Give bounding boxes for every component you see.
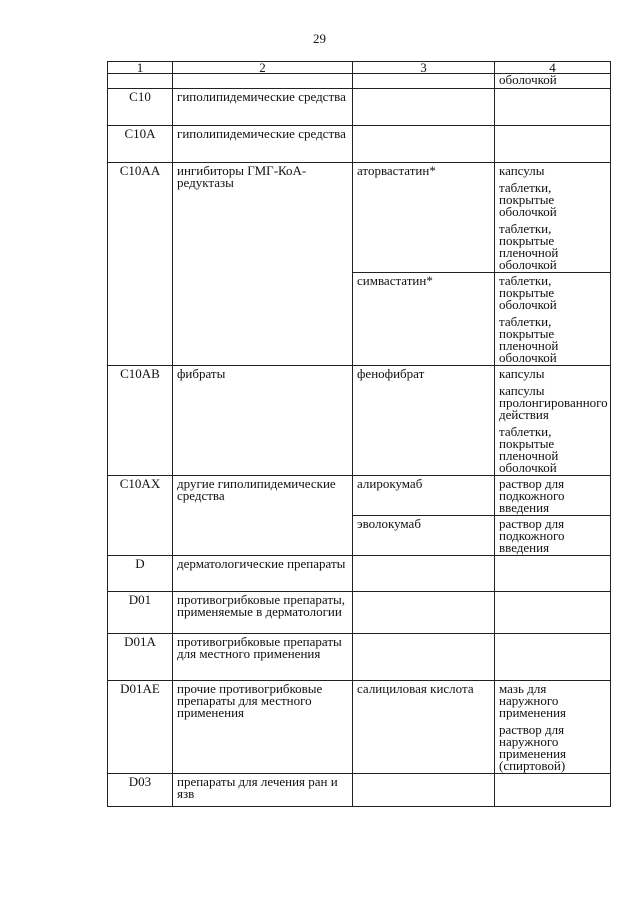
atc-code-cell: D01A bbox=[108, 634, 173, 681]
table-row bbox=[108, 126, 611, 163]
continuation-drug-cell bbox=[353, 74, 495, 89]
group-name-cell: гиполипидемические средства bbox=[173, 126, 353, 163]
table-row bbox=[108, 634, 611, 681]
group-name-cell: фибраты bbox=[173, 366, 353, 476]
table-row bbox=[108, 366, 611, 476]
drug-name-cell bbox=[353, 126, 495, 163]
table-row bbox=[108, 681, 611, 774]
table-row bbox=[108, 163, 611, 273]
drug-name-cell bbox=[353, 556, 495, 592]
atc-code-cell: D01 bbox=[108, 592, 173, 634]
group-name-cell: противогрибковые препараты для местного применения bbox=[173, 634, 353, 681]
continuation-code-cell bbox=[108, 74, 173, 89]
drug-name-cell: алирокумаб bbox=[353, 476, 495, 516]
drug-name-cell: фенофибрат bbox=[353, 366, 495, 476]
group-name-cell: дерматологические препараты bbox=[173, 556, 353, 592]
group-name-cell: другие гиполипидемические средства bbox=[173, 476, 353, 556]
group-name-cell: гиполипидемические средства bbox=[173, 89, 353, 126]
group-name-cell: прочие противогрибковые препараты для местного применения bbox=[173, 681, 353, 774]
dosage-form: капсулы bbox=[499, 163, 545, 178]
atc-code-cell: C10AA bbox=[108, 163, 173, 366]
dosage-forms-cell bbox=[495, 634, 611, 681]
atc-code-cell: C10AX bbox=[108, 476, 173, 556]
drug-name-cell: эволокумаб bbox=[353, 516, 495, 556]
dosage-forms-cell bbox=[495, 476, 611, 516]
group-name-cell: противогрибковые препараты, применяемые в дерматологии bbox=[173, 592, 353, 634]
dosage-form: капсулы bbox=[499, 366, 545, 381]
dosage-forms-cell bbox=[495, 163, 611, 273]
dosage-forms-cell bbox=[495, 273, 611, 366]
table-row bbox=[108, 476, 611, 516]
drug-name-cell: аторвастатин* bbox=[353, 163, 495, 273]
dosage-forms-cell bbox=[495, 89, 611, 126]
continuation-form-cell: оболочкой bbox=[495, 74, 611, 89]
dosage-forms-cell bbox=[495, 774, 611, 807]
dosage-form: раствор для наружного применения (спиртовой) bbox=[499, 722, 567, 773]
dosage-form: мазь для наружного применения bbox=[499, 681, 567, 720]
dosage-forms-cell bbox=[495, 681, 611, 774]
table-row bbox=[108, 592, 611, 634]
dosage-forms-cell bbox=[495, 556, 611, 592]
continuation-row bbox=[108, 74, 611, 89]
page-number: 29 bbox=[313, 31, 326, 46]
dosage-form: таблетки, покрытые оболочкой bbox=[499, 180, 557, 219]
group-name-cell: ингибиторы ГМГ-КоА-редуктазы bbox=[173, 163, 353, 366]
dosage-forms-cell bbox=[495, 592, 611, 634]
dosage-forms-cell bbox=[495, 366, 611, 476]
atc-code-cell: C10 bbox=[108, 89, 173, 126]
atc-code-cell: C10AB bbox=[108, 366, 173, 476]
column-number-3: 3 bbox=[353, 62, 495, 74]
atc-code-cell: C10A bbox=[108, 126, 173, 163]
dosage-form: таблетки, покрытые пленочной оболочкой bbox=[499, 314, 559, 365]
drug-classification-table bbox=[107, 61, 611, 807]
table-row bbox=[108, 556, 611, 592]
dosage-forms-cell bbox=[495, 516, 611, 556]
dosage-form: капсулы пролонгированного действия bbox=[499, 383, 608, 422]
column-number-4: 4 bbox=[495, 62, 611, 74]
atc-code-cell: D03 bbox=[108, 774, 173, 807]
continuation-name-cell bbox=[173, 74, 353, 89]
dosage-form: раствор для подкожного введения bbox=[499, 476, 565, 515]
table-row bbox=[108, 89, 611, 126]
drug-name-cell: симвастатин* bbox=[353, 273, 495, 366]
group-name-cell: препараты для лечения ран и язв bbox=[173, 774, 353, 807]
dosage-form: таблетки, покрытые пленочной оболочкой bbox=[499, 221, 559, 272]
dosage-forms-cell bbox=[495, 126, 611, 163]
drug-name-cell bbox=[353, 89, 495, 126]
dosage-form: таблетки, покрытые оболочкой bbox=[499, 273, 557, 312]
column-number-1: 1 bbox=[108, 62, 173, 74]
table-row bbox=[108, 774, 611, 807]
drug-name-cell bbox=[353, 634, 495, 681]
drug-name-cell: салициловая кислота bbox=[353, 681, 495, 774]
column-number-2: 2 bbox=[173, 62, 353, 74]
atc-code-cell: D bbox=[108, 556, 173, 592]
drug-name-cell bbox=[353, 592, 495, 634]
atc-code-cell: D01AE bbox=[108, 681, 173, 774]
drug-name-cell bbox=[353, 774, 495, 807]
dosage-form: раствор для подкожного введения bbox=[499, 516, 565, 555]
dosage-form: таблетки, покрытые пленочной оболочкой bbox=[499, 424, 559, 475]
